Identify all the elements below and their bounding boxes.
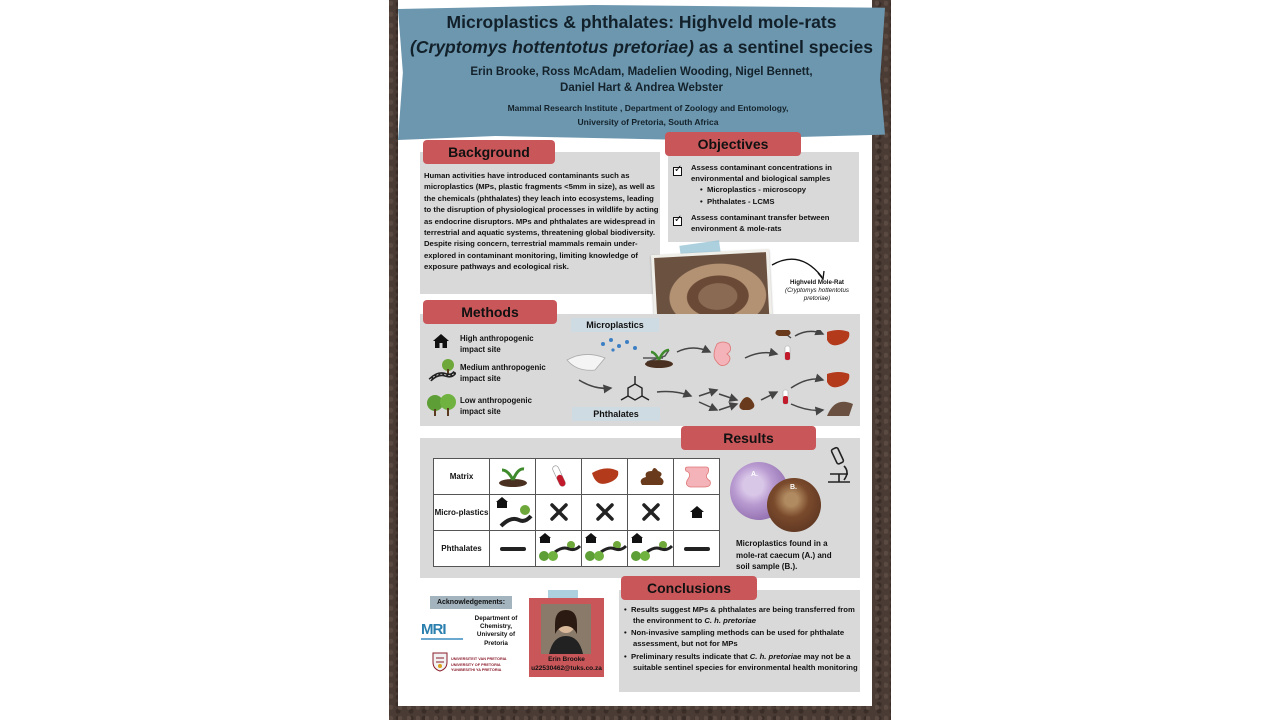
poster-title: Microplastics & phthalates: Highveld mole-rats	[446, 12, 837, 32]
authors-line-1: Erin Brooke, Ross McAdam, Madelien Wooding, Nigel Bennett,	[470, 66, 813, 78]
affiliation-line-1: Mammal Research Institute , Department of Zoology and Entomology,	[507, 103, 789, 113]
cross-icon	[595, 502, 615, 522]
row-label-matrix: Matrix	[434, 459, 490, 495]
author-photo	[541, 604, 591, 654]
methods-flow-diagram	[565, 330, 860, 422]
methods-heading: Methods	[423, 300, 557, 324]
checkbox-icon	[673, 217, 682, 226]
contact-text	[529, 656, 604, 673]
liver-icon	[590, 465, 620, 487]
objective-sub-2: • Phthalates - LCMS	[700, 197, 775, 206]
conclusion-3: • Preliminary results indicate that C. h. pretoriae may not be a suitable sentinel species for environmental health monitoring	[624, 652, 858, 672]
legend-low: Low anthropogenic impact site	[460, 396, 532, 416]
label-a: A.	[751, 471, 758, 478]
flow-label-phthalates: Phthalates	[572, 407, 660, 421]
cross-icon	[641, 502, 661, 522]
university-crest-icon	[432, 652, 448, 672]
dash-icon	[500, 547, 526, 551]
conclusion-1: • Results suggest MPs & phthalates are being transferred from the environment to C. h. pretoriae	[624, 605, 855, 625]
conclusion-3-text-b: may not be a suitable sentinel species for environmental health monitoring	[633, 652, 858, 672]
results-table	[433, 458, 720, 567]
dash-icon	[684, 547, 710, 551]
legend-medium: Medium anthropogenic impact site	[460, 363, 546, 383]
mri-logo: MRI	[421, 621, 446, 638]
mole-rat-common-name: Highveld Mole-Rat	[790, 279, 844, 286]
row-label-phthalates: Phthalates	[434, 531, 490, 567]
acknowledgements-label: Acknowledgements:	[430, 596, 512, 609]
university-line-1: UNIVERSITEIT VAN PRETORIA	[451, 657, 507, 661]
acknowledgements-text: Department of Chemistry, University of Pretoria	[474, 615, 518, 647]
person-silhouette-icon	[541, 604, 591, 654]
contact-name: Erin Brooke	[548, 656, 585, 663]
blood-tube-icon	[550, 463, 568, 489]
objectives-heading: Objectives	[665, 132, 801, 156]
all-sites-icon	[629, 532, 673, 564]
row-label-microplastics: Micro-plastics	[434, 495, 490, 531]
results-caption: Microplastics found in a mole-rat caecum (A.) and soil sample (B.).	[736, 539, 832, 571]
objective-sub-1-text: Microplastics - microscopy	[706, 185, 807, 194]
table-row	[434, 495, 720, 531]
trees-icon	[426, 393, 458, 417]
conclusion-1-species: C. h. pretoriae	[704, 616, 757, 625]
conclusion-3-species: C. h. pretoriae	[749, 652, 802, 661]
mri-logo-underline	[421, 638, 463, 640]
university-line-3: YUNIBESITHI YA PRETORIA	[451, 668, 502, 672]
intestine-icon	[682, 463, 712, 489]
subtitle-rest: as a sentinel species	[693, 37, 873, 57]
label-b: B.	[790, 484, 797, 491]
flow-label-microplastics: Microplastics	[571, 318, 659, 332]
table-row	[434, 459, 720, 495]
poster-subtitle	[398, 37, 885, 58]
soil-plant-icon	[496, 464, 530, 488]
results-heading: Results	[681, 426, 816, 450]
table-row	[434, 531, 720, 567]
university-name-text	[451, 657, 513, 674]
authors-line-2: Daniel Hart & Andrea Webster	[560, 82, 723, 94]
house-road-icon	[493, 496, 533, 528]
conclusion-3-text-a: Preliminary results indicate that	[630, 652, 750, 661]
objective-sub-2-text: Phthalates - LCMS	[706, 197, 775, 206]
objective-1: Assess contaminant concentrations in environmental and biological samples	[691, 163, 832, 183]
house-icon	[689, 505, 705, 519]
faeces-icon	[638, 465, 664, 487]
affiliation-line-2: University of Pretoria, South Africa	[577, 117, 719, 127]
university-line-2: UNIVERSITY OF PRETORIA	[451, 662, 501, 667]
objective-2: Assess contaminant transfer between environment & mole-rats	[691, 213, 830, 233]
mole-rat-caption	[780, 279, 854, 303]
cross-icon	[549, 502, 569, 522]
conclusion-1-text: Results suggest MPs & phthalates are being transferred from the environment to	[630, 605, 855, 625]
mole-rat-latin-name: (Cryptomys hottentotus pretoriae)	[785, 287, 849, 302]
conclusion-2: • Non-invasive sampling methods can be used for phthalate assessment, but not for MPs	[624, 628, 845, 648]
background-heading: Background	[423, 140, 555, 164]
checkbox-icon	[673, 167, 682, 176]
road-icon	[428, 358, 456, 382]
legend-high: High anthropogenic impact site	[460, 334, 534, 354]
all-sites-icon	[537, 532, 581, 564]
background-text: Human activities have introduced contaminants such as microplastics (MPs, plastic fragments <5mm in size), as well as the chemicals (phthalates) they leach into ecosystems, leading to the disruption of physiological processes in wildlife by acting as endocrine disruptors. MPs and phthalates are widespread in terrestrial and aquatic systems, threatening global biodiversity. Despite rising concern, terrestrial mammals remain under-explored in contaminant monitoring, limiting knowledge of exposure pathways and ecological risk.	[424, 171, 659, 272]
house-icon	[432, 333, 450, 349]
conclusions-heading: Conclusions	[621, 576, 757, 600]
species-name: (Cryptomys hottentotus pretoriae)	[410, 37, 694, 57]
all-sites-icon	[583, 532, 627, 564]
conclusion-2-text: Non-invasive sampling methods can be used for phthalate assessment, but not for MPs	[630, 628, 845, 648]
objective-sub-1: • Microplastics - microscopy	[700, 185, 807, 194]
contact-email[interactable]: u22530462@tuks.co.za	[531, 664, 602, 672]
microscope-icon	[820, 446, 854, 486]
